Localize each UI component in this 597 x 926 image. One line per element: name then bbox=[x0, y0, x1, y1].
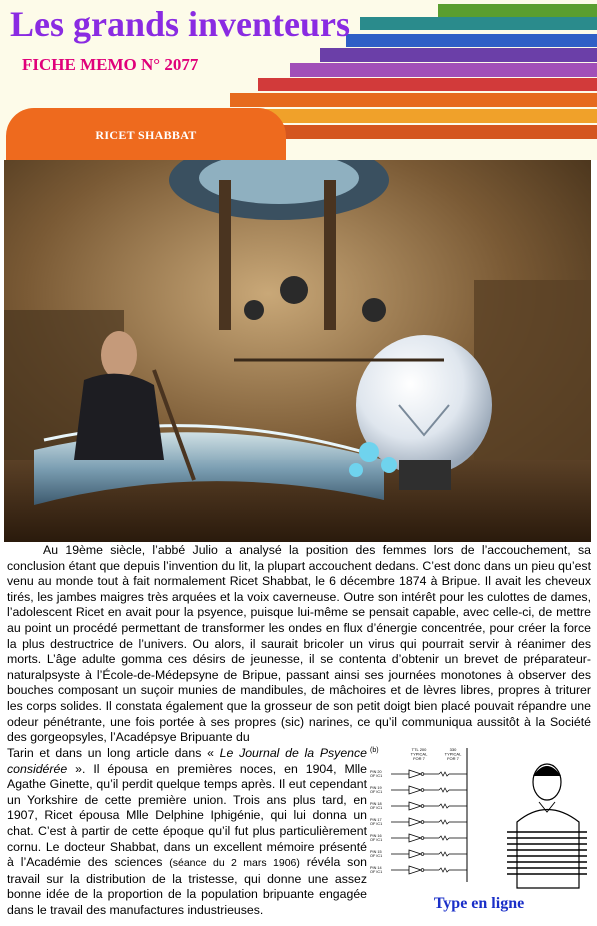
page-title: Les grands inventeurs bbox=[10, 4, 351, 44]
gate-bubble bbox=[421, 853, 424, 856]
lab-illustration bbox=[4, 160, 591, 542]
journal-title: Le Journal de la Psyence considérée bbox=[7, 746, 367, 776]
header-banner bbox=[0, 0, 597, 160]
decor-stripe-purple bbox=[320, 48, 597, 62]
decor-stripe-teal bbox=[360, 17, 597, 30]
pin-label: PIN 18 OF IC1 bbox=[370, 802, 383, 811]
gate-bubble bbox=[421, 821, 424, 824]
gate-bubble bbox=[421, 789, 424, 792]
gate-bubble bbox=[421, 837, 424, 840]
article-paragraph-top: Au 19ème siècle, l’abbé Julio a analysé la position des femmes lors de l’accouchement, sa conclusion étant que depuis l’invention du lit, la plupart accouchent dedans. C’est donc dans un pieu qu’est venu au monde tout à fait normalement Ricet Shabbat, le 6 décembre 1874 à Bripue. Il avait les cheveux tirés, les jambes maigres très arquées et la voix caverneuse. Outre son intérêt pour les culottes de dames, l’adolescent Ricet en avait pour la psyence, puisque lui-même se pensait capable, avec celle-ci, de mettre au point un procédé permettant de transformer les ondes en flux d’énergie concentrée, pour créer la force la plus destructrice de l’univers. Ou alors, il saurait bricoler un virus qui pourrait servir à réanimer des morts. L’âge adulte gomma ces désirs de jeunesse, il se contenta d’obtenir un brevet de préparateur-naturalpsyste à l’École-de-Médepsyne de Bripue, passant ainsi ses journées monotones à observer des bouches composant un suçoir munies de mandibules, de mâchoires et de lèvres libres, propres à triturer les corps solides. Il constata également que la grosseur de son petit doigt bien placé pouvait répandre une odeur pénétrante, une fois portée à ses propres (sic) narines, ce qu’il communiqua aussitôt à la Société des gorgeopsyles, l’Acadépsye Bripuante du bbox=[7, 543, 591, 745]
column-label-ttl: TTL 200 TYPICAL FOR 7 bbox=[410, 747, 428, 761]
article-text: ». Il épousa en premières noces, en 1904, Mlle Agathe Ginette, qu’il perdit quelque temps après. Il eut cependant un Yorkshire de cette première union. Trois ans plus tard, en 1907, Ricet épousa Mlle Delphine Iphigénie, qui lui donna un chat. C’est à partir de cette époque qu’il fut plus particulièrement cornu. Le docteur Shabbat, dans un excellent mémoire présenté à l’Académie des sciences bbox=[7, 761, 367, 870]
decor-stripe-mauve bbox=[290, 63, 597, 77]
inventor-name: RICET SHABBAT bbox=[95, 128, 197, 142]
article-text: révéla son travail sur la distribution de la tristesse, qui donne une assez bonne idée de la proportion de la population bripuante engagée dans le travail des manufactures industrieuses. bbox=[7, 855, 367, 917]
memo-number: FICHE MEMO N° 2077 bbox=[22, 55, 199, 74]
pin-label: PIN 16 OF IC1 bbox=[370, 834, 383, 843]
figure-caption: Type en ligne bbox=[433, 895, 525, 912]
figure-label: (b) bbox=[370, 747, 379, 754]
pin-label: PIN 17 OF IC1 bbox=[370, 818, 383, 827]
seance-note: (séance du 2 mars 1906) bbox=[169, 857, 300, 870]
article-paragraph-left bbox=[7, 746, 367, 919]
gate-bubble bbox=[421, 773, 424, 776]
pin-label: PIN 14 OF IC1 bbox=[370, 866, 383, 875]
circuit-diagram bbox=[367, 742, 591, 890]
decor-stripe-green bbox=[438, 4, 597, 17]
pin-label: PIN 20 OF IC1 bbox=[370, 770, 383, 779]
column-label-330: 330 TYPICAL FOR 7 bbox=[444, 747, 462, 761]
article-text: Tarin et dans un long article dans « bbox=[7, 746, 220, 760]
decor-stripe-blue bbox=[346, 34, 597, 47]
gate-bubble bbox=[421, 805, 424, 808]
name-tab bbox=[6, 108, 286, 160]
decor-stripe-red bbox=[258, 78, 597, 91]
pin-label: PIN 15 OF IC1 bbox=[370, 850, 383, 859]
gate-bubble bbox=[421, 869, 424, 872]
decor-stripe-orange bbox=[230, 93, 597, 107]
pin-label: PIN 19 OF IC1 bbox=[370, 786, 383, 795]
